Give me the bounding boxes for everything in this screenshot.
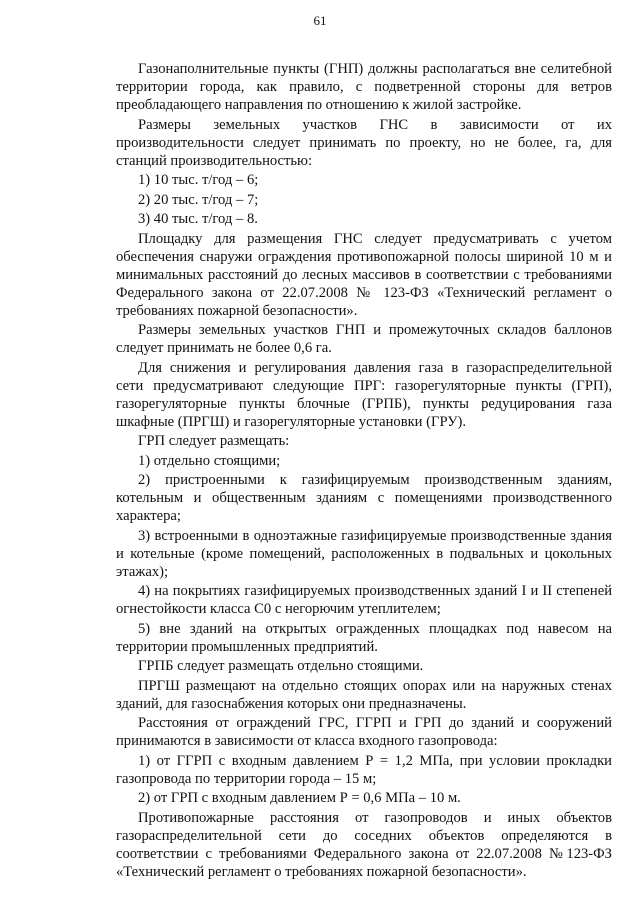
list-item-grp-distance: 2) от ГРП с входным давлением Р = 0,6 МПа – 10 м. [138, 790, 461, 806]
list-item-grp-built-in: 3) встроенными в одноэтажные газифицируемые производственные здания и котельные (кроме помещений, расположенных в подвальных и цокольных этажах); [116, 527, 612, 580]
page-number: 61 [313, 13, 327, 28]
list-item-grp-outdoor: 5) вне зданий на открытых огражденных площадках под навесом на территории промышленных предприятий. [116, 620, 612, 655]
document-body [116, 60, 612, 882]
list-item-gns-40: 3) 40 тыс. т/год – 8. [138, 211, 258, 227]
paragraph-prg-types: Для снижения и регулирования давления газа в газораспределительной сети предусматривают следующие ПРГ: газорегуляторные пункты (ГРП), газорегуляторные пункты блочные (ГРПБ), пункты редуцирования газа шкафные (ПРГШ) и газорегуляторные установки (ГРУ). [116, 359, 612, 430]
paragraph-distances-intro: Расстояния от ограждений ГРС, ГГРП и ГРП до зданий и сооружений принимаются в зависимости от класса входного газопровода: [116, 715, 612, 749]
list-item-grp-attached: 2) пристроенными к газифицируемым производственным зданиям, котельным и общественным зданиям с помещениями производственного характера; [116, 472, 612, 524]
list-item-grp-roof: 4) на покрытиях газифицируемых производственных зданий I и II степеней огнестойкости класса С0 с негорючим утеплителем; [116, 583, 612, 617]
paragraph-gns-plot-size: Размеры земельных участков ГНС в зависимости от их производительности следует принимать по проекту, но не более, га, для станций производительностью: [116, 116, 612, 169]
list-item-gns-20: 2) 20 тыс. т/год – 7; [138, 191, 259, 208]
list-item-grp-standalone: 1) отдельно стоящими; [138, 452, 281, 469]
paragraph-fire-distances: Противопожарные расстояния от газопроводов и иных объектов газораспределительной сети до соседних объектов определяются в соответствии с требованиями Федерального закона от 22.07.2008 №123-ФЗ «Технический регламент о требованиях пожарной безопасности». [116, 809, 612, 880]
list-item-gns-10: 1) 10 тыс. т/год – 6; [138, 172, 259, 188]
paragraph-grp-placement-intro: ГРП следует размещать: [138, 433, 290, 449]
paragraph-gns-fire-strip: Площадку для размещения ГНС следует предусматривать с учетом обеспечения снаружи ограждения противопожарной полосы шириной 10 м и минимальных расстояний до лесных массивов в соответствии с требованиями Федерального закона от 22.07.2008 № 123-ФЗ «Технический регламент о требованиях пожарной безопасности». [116, 230, 612, 319]
paragraph-grpb-placement: ГРПБ следует размещать отдельно стоящими. [138, 658, 424, 674]
paragraph-gnp-location: Газонаполнительные пункты (ГНП) должны располагаться вне селитебной территории города, как правило, с подветренной стороны для ветров преобладающего направления по отношению к жилой застройке. [116, 61, 612, 113]
list-item-ggrp-distance: 1) от ГГРП с входным давлением Р = 1,2 МПа, при условии прокладки газопровода по территории города – 15 м; [116, 752, 612, 787]
paragraph-prgsh-placement: ПРГШ размещают на отдельно стоящих опорах или на наружных стенах зданий, для газоснабжения которых они предназначены. [116, 677, 612, 712]
paragraph-gnp-plot-size: Размеры земельных участков ГНП и промежуточных складов баллонов следует принимать не более 0,6 га. [116, 322, 612, 356]
